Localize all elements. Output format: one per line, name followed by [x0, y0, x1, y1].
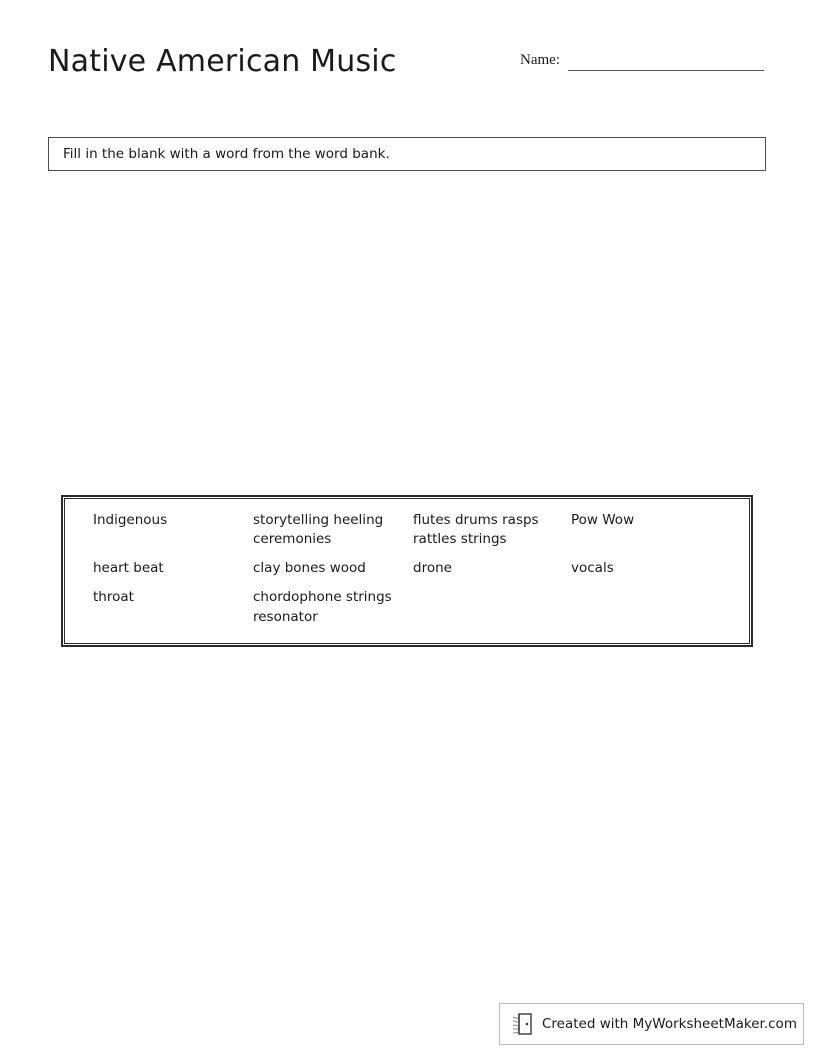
name-label: Name: [520, 52, 560, 68]
page-title: Native American Music [48, 44, 397, 79]
word-bank-entry: flutes drums rasps rattles strings [413, 512, 539, 548]
word-bank-entry [413, 588, 571, 626]
word-bank-entry: chordophone strings resonator [253, 589, 392, 625]
created-with-badge[interactable] [499, 1003, 804, 1045]
book-icon [513, 1013, 533, 1035]
word-bank [64, 498, 750, 644]
word-bank-entry: Indigenous [93, 512, 168, 528]
word-bank-entry: Pow Wow [571, 512, 635, 528]
word-bank-entry: clay bones wood [253, 560, 366, 577]
word-bank-entry: heart beat [93, 560, 164, 577]
word-bank-entry [571, 588, 721, 626]
badge-label: Created with MyWorksheetMaker.com [542, 1016, 797, 1032]
word-bank-grid [65, 511, 749, 627]
instruction-box [48, 137, 766, 171]
word-bank-entry: storytelling heeling ceremonies [253, 512, 384, 548]
word-bank-entry: drone [413, 560, 452, 577]
word-bank-entry: throat [93, 589, 134, 606]
name-field-group [520, 52, 764, 71]
worksheet-header [48, 44, 768, 94]
word-bank-entry: vocals [571, 560, 614, 577]
name-input[interactable] [568, 53, 764, 71]
instruction-text: Fill in the blank with a word from the word bank. [63, 146, 390, 162]
